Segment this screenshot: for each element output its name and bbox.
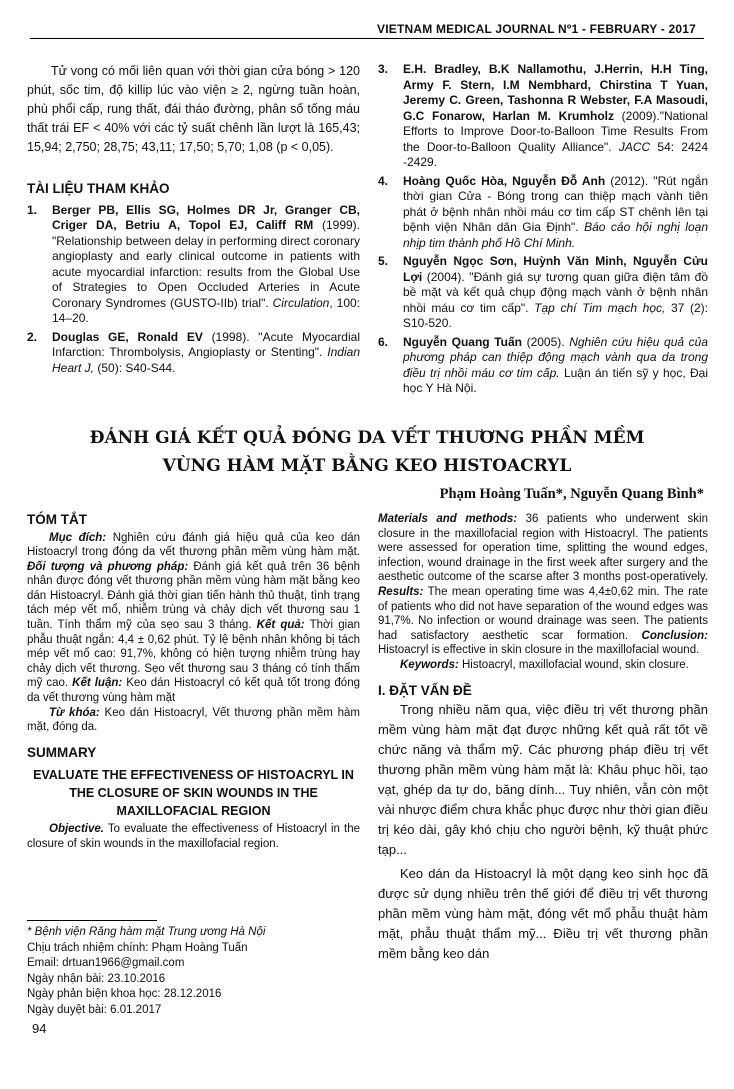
footnote-rule <box>27 920 157 921</box>
journal-header: VIETNAM MEDICAL JOURNAL Nº1 - FEBRUARY - 2017 <box>377 22 696 36</box>
footnote-affiliation: * Bệnh viện Răng hàm mặt Trung ương Hà Nội <box>27 926 266 938</box>
footnote-approved: Ngày duyệt bài: 6.01.2017 <box>27 1003 162 1016</box>
article-right-column <box>378 512 708 964</box>
prev-conclusion-paragraph: Tử vong có mối liên quan với thời gian cửa bóng > 120 phút, sốc tim, độ killip lúc vào viện ≥ 2, ngừng tuần hoàn, phù phổi cấp, rung thất, đái tháo đường, phân số tống máu thất trái EF < 40% với các tỷ suất chênh lần lượt là 165,43; 15,94; 2,750; 28,75; 43,11; 17,50; 5,70; 1,08 (p < 0,05). <box>27 64 360 154</box>
article-title-line-1: ĐÁNH GIÁ KẾT QUẢ ĐÓNG DA VẾT THƯƠNG PHẦN MỀM <box>89 428 645 448</box>
footnote-reviewed: Ngày phản biện khoa học: 28.12.2016 <box>27 988 222 1000</box>
footnote-received: Ngày nhận bài: 23.10.2016 <box>27 972 166 985</box>
footnote-email: Email: drtuan1966@gmail.com <box>27 957 185 969</box>
reference-item: 3. E.H. Bradley, B.K Nallamothu, J.Herrin, H.H Ting, Army F. Stern, I.M Nembhard, Chirstina T Yuan, Jeremy C. Green, Tashonna R Webster, F.A Masoudi, G.C Fonarow, Harlan M. Krumholz (2009)."National Efforts to Improve Door-to-Balloon Time Results From the Door-to-Balloon Quality Alliance". JACC 54: 2424 -2429. <box>378 62 708 169</box>
section-paragraph-2: Keo dán da Histoacryl là một dạng keo sinh học đã được sử dụng nhiều trên thế giới để điều trị vết thương phần mềm vùng hàm mặt, đóng vết mổ phẫu thuật hàm mặt, phẫu thuật thẩm mỹ... Điều trị vết thương phần mềm bằng keo dán <box>378 866 708 962</box>
reference-item: 5. Nguyễn Ngọc Sơn, Huỳnh Văn Minh, Nguyễn Cửu Lợi (2004). "Đánh giá sự tương quan giữa điện tâm đồ bề mặt và kết quả chụp động mạch vành ở bệnh nhân nhồi máu cơ tim cấp". Tạp chí Tim mạch học, 37 (2): S10-520. <box>378 254 709 330</box>
summary-title: EVALUATE THE EFFECTIVENESS OF HISTOACRYL IN THE CLOSURE OF SKIN WOUNDS IN THE MAXILLOFACIAL REGION <box>33 768 354 819</box>
footnote <box>27 920 360 1018</box>
reference-item: 2. Douglas GE, Ronald EV (1998). "Acute Myocardial Infarction: Thrombolysis, Angioplasty or Stenting". Indian Heart J, (50): S40-S44. <box>27 329 360 375</box>
section-heading: I. ĐẶT VẤN ĐỀ <box>378 682 472 698</box>
abstract-vn-paragraph: Mục đích: Nghiên cứu đánh giá hiệu quả của keo dán Histoacryl trong đóng da vết thương phần mềm vùng hàm mặt. Đối tượng và phương pháp: Đánh giá kết quả trên 36 bệnh nhân được đóng vết thương phần mềm vùng hàm mặt bằng keo dán Histoacryl. Đánh giá thời gian tiến hành thủ thuật, tình trạng tách mép vết mổ, nhiễm trùng và chảy dịch vết thương sau 1 tuần. Tính thẩm mỹ của sẹo sau 3 tháng. Kết quả: Thời gian phẫu thuật ngắn: 4,4 ± 0,62 phút. Tỷ lệ bệnh nhân không bị tách mép vết mổ cao: 91,7%, không có hiện tượng nhiễm trùng hay chảy dịch vết thương. Sẹo vết thương sau 3 tháng có tính thẩm mỹ cao. Kết luận: Keo dán Histoacryl có kết quả tốt trong đóng da vết thương vùng hàm mặt <box>27 531 361 705</box>
footnote-responsible: Chịu trách nhiệm chính: Phạm Hoàng Tuấn <box>27 941 248 954</box>
references-heading: TÀI LIỆU THAM KHẢO <box>27 181 170 196</box>
abstract-heading: TÓM TẮT <box>27 512 87 527</box>
reference-item: 1. Berger PB, Ellis SG, Holmes DR Jr, Granger CB, Criger DA, Betriu A, Topol EJ, Califf RM (1999). "Relationship between delay in performing direct coronary angioplasty and early clinical outcome in patients with acute myocardial infarction: results from the Global Use of Strategies to Open Occluded Arteries in Acute Coronary Syndromes (GUSTO-IIb) trial". Circulation, 100: 14–20. <box>27 202 361 325</box>
article-title-line-2: VÙNG HÀM MẶT BẰNG KEO HISTOACRYL <box>162 456 572 476</box>
prev-article-right <box>378 62 708 400</box>
running-header <box>30 0 704 40</box>
summary-keywords: Keywords: Histoacryl, maxillofacial wound, skin closure. <box>400 658 689 671</box>
reference-item: 6. Nguyễn Quang Tuấn (2005). Nghiên cứu hiệu quả của phương pháp can thiệp động mạch vành qua da trong điều trị nhồi máu cơ tim cấp. Luận án tiến sỹ y học, Đại học Y Hà Nội. <box>378 334 708 395</box>
page-number: 94 <box>32 1021 47 1036</box>
article-title <box>60 424 674 480</box>
summary-objective-start: Objective. To evaluate the effectiveness of Histoacryl in the closure of skin wounds in the maxillofacial region. <box>27 823 360 850</box>
summary-heading: SUMMARY <box>27 744 97 760</box>
reference-item: 4. Hoàng Quốc Hòa, Nguyễn Đỗ Anh (2012). "Rút ngắn thời gian Cửa - Bóng trong can thiệp mạch vành tiên phát ở bệnh nhân nhồi máu cơ tim cấp ST chênh lên tại bệnh viện Nhân dân Gia Định". Báo cáo hội nghị loạn nhịp tim thành phố Hồ Chí Minh. <box>378 173 708 250</box>
abstract-column <box>27 512 360 852</box>
header-rule <box>30 38 704 39</box>
summary-paragraph: Materials and methods: 36 patients who underwent skin closure in the maxillofacial region with Histoacryl. The patients were assessed for operation time, splitting the wound edges, infection, wound drainage in the first week after surgery and the aesthetic outcome of the scarse after 3 months post-operatively. Results: The mean operating time was 4,4±0,62 min. The rate of patients who did not have separation of the wound edges was 91,7%. No infection or wound drainage was seen. The patients had satisfactory aesthetic scar formation. Conclusion: Histoacryl is effective in skin closure in the maxillofacial wound. <box>378 513 708 657</box>
article-authors: Phạm Hoàng Tuấn*, Nguyễn Quang Bình* <box>439 486 704 502</box>
prev-article-left <box>27 62 360 379</box>
abstract-vn-keywords: Từ khóa: Keo dán Histoacryl, Vết thương phần mềm hàm mặt, đóng da. <box>27 706 360 734</box>
section-paragraph-1: Trong nhiều năm qua, việc điều trị vết thương phần mềm vùng hàm mặt đạt được những kết quả rất tốt về chức năng và thẩm mỹ. Các phương pháp điều trị vết thương phần mềm vùng hàm mặt là: Khâu phục hồi, tạo vạt, ghép da tự do, băng dính... Tuy nhiên, vẫn còn một vài nhược điểm chưa khắc phục được như thời gian điều trị kéo dài, gây khó chịu cho người bệnh, kỹ thuật phức tạp... <box>378 702 708 858</box>
